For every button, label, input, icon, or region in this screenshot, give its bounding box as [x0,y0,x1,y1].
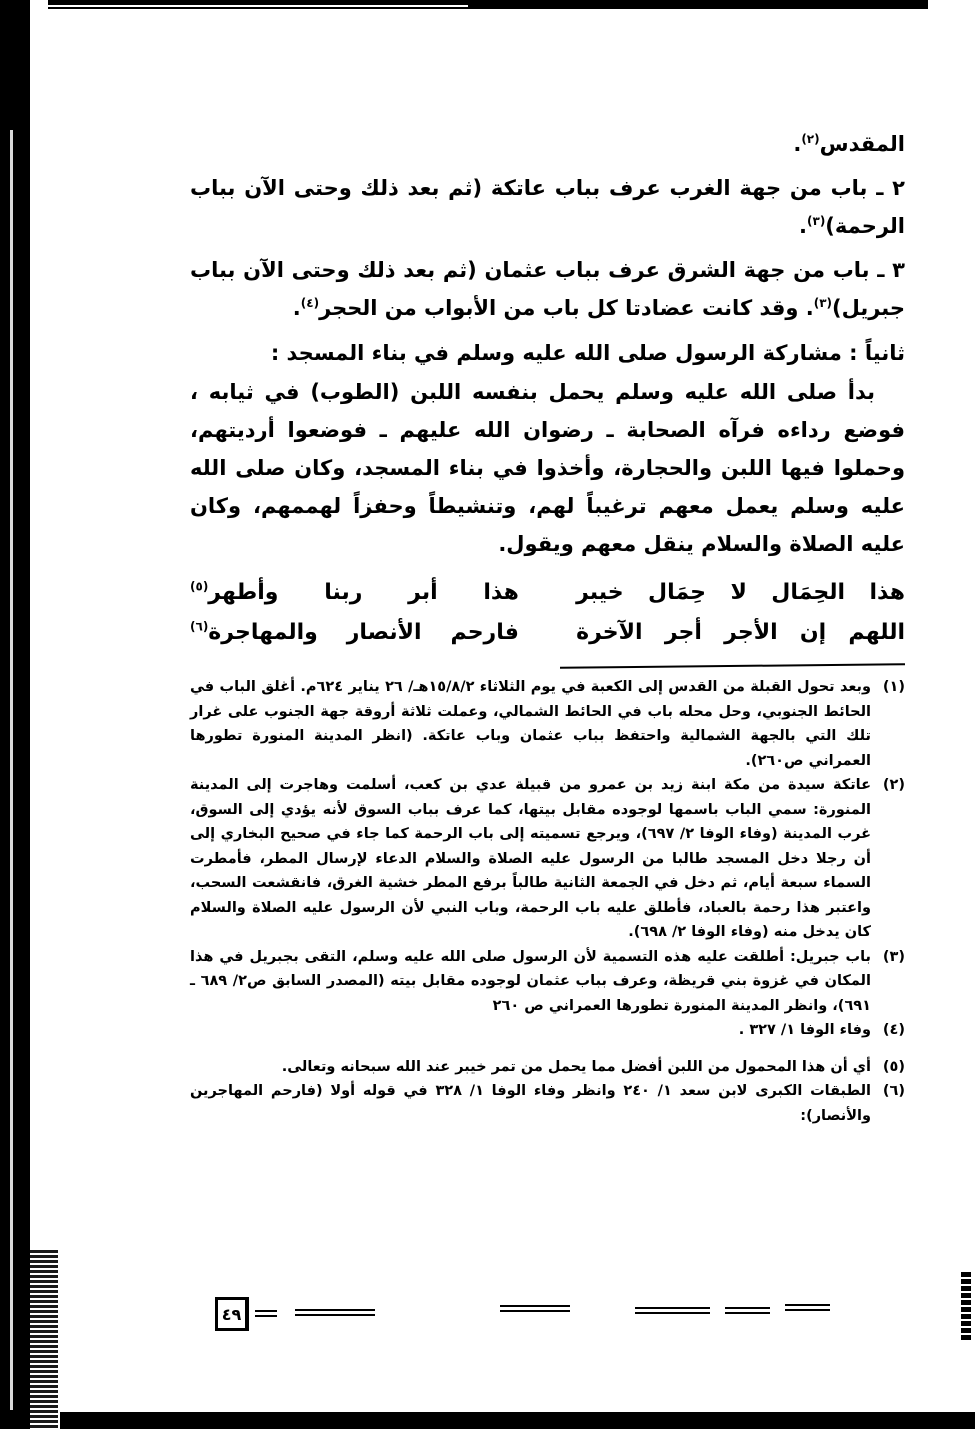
poem-hemistich-left [190,573,519,613]
footnote-text: وفاء الوفا ١/ ٣٢٧ . [738,1022,871,1038]
footnote-ref: (٤) [300,296,320,310]
footnote-number: (١) [882,679,905,695]
footnote-text: وبعد تحول القبلة من القدس إلى الكعبة في يوم الثلاثاء ١٥/٨/٢هـ/ ٢٦ يناير ٦٢٤م. أغلق الباب في الحائط الجنوبي، وحل محله باب في الحائط الشمالي، وعملت ثلاثة أروقة جهة الجنوب على غرار تلك التي بالجهة الشمالية واحتفظ بباب عثمان وباب عاتكة. (انظر المدينة المنورة تطورها العمراني ص٢٦٠). [190,679,871,769]
hemistich-text: هذا أبر ربنا وأطهر [208,580,519,605]
scan-border-bottom [60,1412,975,1429]
footnote-number: (٥) [882,1058,905,1075]
footnote-number: (٢) [882,777,905,793]
section-heading: ثانياً : مشاركة الرسول صلى الله عليه وسلم في بناء المسجد : [270,341,905,365]
footnote-ref: (٣) [807,214,826,228]
footer-rule [635,1307,710,1314]
footer-rule [785,1304,830,1311]
scan-border-top [48,0,928,9]
footnote-ref: (٣) [813,296,832,310]
separator-line [560,663,905,669]
footnote-number: (٣) [882,948,905,965]
main-text [190,125,905,563]
footer-rule [295,1309,375,1316]
footer-rule [500,1305,570,1312]
scan-border-left [0,0,30,1429]
text-fragment: المقدس [819,132,905,156]
body-paragraph: بدأ صلى الله عليه وسلم يحمل بنفسه اللبن (الطوب) في ثيابه ، فوضع رداءه فرآه الصحابة ـ رضوان الله عليهم ـ فوضعوا أرديتهم، وحملوا فيها اللبن والحجارة، وأخذوا في بناء المسجد، وكان صلى الله عليه وسلم يعمل معهم ترغيباً لهم، وتنشيطاً وحفزاً لهممهم، وكان عليه الصلاة والسلام ينقل معهم ويقول. [190,380,905,556]
footnotes [190,675,905,1128]
continuation-line: المقدس$^{(٢)}$. [793,132,905,156]
list-item-2: ٢ ـ باب من جهة الغرب عرف بباب عاتكة (ثم بعد ذلك وحتى الآن بباب الرحمة)$^{(٣)}$. [190,176,905,238]
poem-verse-1 [190,573,905,613]
poem-hemistich-left [190,613,519,653]
hemistich-text: فارحم الأنصار والمهاجرة [208,620,519,645]
footnote-6 [190,1079,905,1128]
footnote-ref: (٦) [190,619,209,634]
poem-verse-2 [190,613,905,653]
binding-mark [961,1272,971,1342]
footnote-ref: (٢) [801,132,820,146]
footnote-3 [190,945,905,1019]
page-number: ٤٩ [215,1297,249,1331]
footnote-ref: (٥) [190,579,209,594]
footnote-number: (٦) [882,1083,905,1099]
scan-border-left-inner [30,1250,58,1429]
list-item-tail: . وقد كانت عضادتا كل باب من الأبواب من الحجر [319,296,814,320]
poem-hemistich-right: هذا الحِمَال لا حِمَال خيبر [576,580,905,605]
footnote-text: باب جبريل: أطلقت عليه هذه التسمية لأن الرسول صلى الله عليه وسلم، التقى بجبريل في هذا المكان في غزوة بني قريظة، وعرف بباب عثمان لوجوده مقابل بيته (المصدر السابق ص٢/ ٦٨٩ ـ ٦٩١)، وانظر المدينة المنورة تطورها العمراني ص ٢٦٠ [190,948,871,1014]
footnote-separator [190,661,905,675]
footnote-4 [190,1018,905,1043]
footnote-1 [190,675,905,773]
footnote-text: الطبقات الكبرى لابن سعد ١/ ٢٤٠ وانظر وفاء الوفا ١/ ٣٢٨ في قوله أولا (فارحم المهاجرين والأنصار): [190,1083,871,1124]
footer-rule [725,1307,770,1314]
footnote-2 [190,773,905,945]
footnote-5 [190,1055,905,1080]
footnote-text: أي أن هذا المحمول من اللبن أفضل مما يحمل من تمر خيبر عند الله سبحانه وتعالى. [281,1058,871,1075]
list-item-text: ٣ ـ باب من جهة الشرق عرف بباب عثمان (ثم بعد ذلك وحتى الآن بباب جبريل) [190,258,905,320]
footnote-text: عاتكة سيدة من مكة ابنة زيد بن عمرو من قبيلة عدي بن كعب، أسلمت وهاجرت إلى المدينة المنورة: سمي الباب باسمها لوجوده مقابل بيتها، كما عرف بباب السوق لأنه يؤدي إلى السوق، غرب المدينة (وفاء الوفا ٢/ ٦٩٧)، ويرجع تسميته إلى باب الرحمة كما جاء في صحيح البخاري إلى أن رجلا دخل المسجد طالبا من الرسول عليه الصلاة والسلام الدعاء لإرسال المطر، فأمطرت السماء سبعة أيام، ثم دخل في الجمعة الثانية طالباً برفع المطر خشية الغرق، فانقشعت السحب، واعتبر هذا رحمة بالعباد، فأطلق عليه باب الرحمة، وباب النبي لأن الرسول عليه الصلاة والسلام كان يدخل منه (وفاء الوفا ٢/ ٦٩٨). [190,777,871,940]
poem [190,573,905,653]
poem-hemistich-right: اللهم إن الأجر أجر الآخرة [576,620,905,645]
list-item-3: ٣ ـ باب من جهة الشرق عرف بباب عثمان (ثم بعد ذلك وحتى الآن بباب جبريل)$^{(٣)}$. وقد كانت عضادتا كل باب من الأبواب من الحجر$^{(٤)}$. [190,258,905,320]
page-footer [205,1297,925,1337]
footer-rule [255,1310,277,1317]
list-item-text: ٢ ـ باب من جهة الغرب عرف بباب عاتكة (ثم بعد ذلك وحتى الآن بباب الرحمة) [190,176,905,238]
footnote-number: (٤) [882,1022,905,1038]
page-content [190,125,905,1128]
